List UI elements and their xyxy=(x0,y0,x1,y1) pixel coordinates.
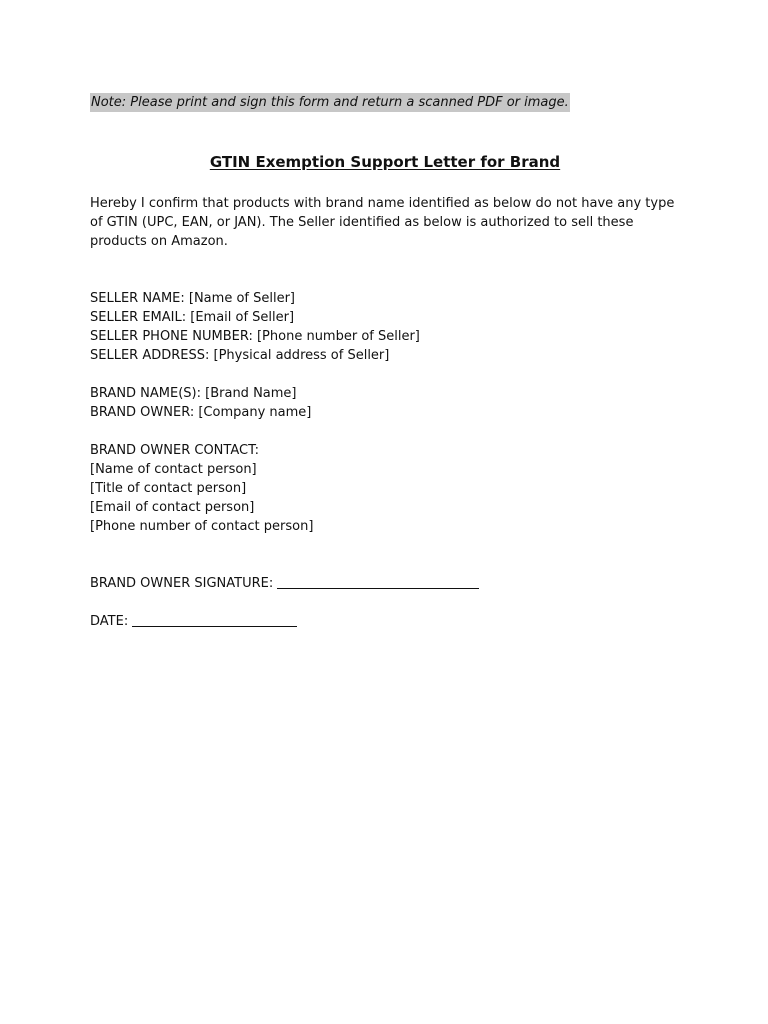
date-line xyxy=(90,612,680,631)
contact-name-line: [Name of contact person] xyxy=(90,462,257,477)
signature-section xyxy=(90,574,680,593)
seller-email-line: SELLER EMAIL: [Email of Seller] xyxy=(90,310,295,325)
date-blank xyxy=(132,612,297,627)
note-line xyxy=(90,93,680,112)
date-section xyxy=(90,612,680,631)
brand-names-line: BRAND NAME(S): [Brand Name] xyxy=(90,386,297,401)
signature-label: BRAND OWNER SIGNATURE: xyxy=(90,576,274,591)
contact-email-line: [Email of contact person] xyxy=(90,500,255,515)
confirmation-paragraph: Hereby I confirm that products with brand name identified as below do not have any type of GTIN (UPC, EAN, or JAN). The Seller identified as below is authorized to sell these products on Amazon. xyxy=(90,196,675,249)
print-sign-note: Note: Please print and sign this form and return a scanned PDF or image. xyxy=(91,95,569,110)
brand-information xyxy=(90,384,680,422)
seller-information xyxy=(90,289,680,365)
contact-phone-line: [Phone number of contact person] xyxy=(90,519,314,534)
contact-title-line: [Title of contact person] xyxy=(90,481,247,496)
document-title: GTIN Exemption Support Letter for Brand xyxy=(209,153,561,171)
document-body xyxy=(90,93,680,631)
seller-address-line: SELLER ADDRESS: [Physical address of Seller] xyxy=(90,348,390,363)
brand-owner-contact xyxy=(90,441,680,536)
seller-name-line: SELLER NAME: [Name of Seller] xyxy=(90,291,295,306)
signature-blank xyxy=(277,574,479,589)
seller-phone-line: SELLER PHONE NUMBER: [Phone number of Seller] xyxy=(90,329,420,344)
signature-line xyxy=(90,574,680,593)
brand-owner-line: BRAND OWNER: [Company name] xyxy=(90,405,312,420)
date-label: DATE: xyxy=(90,614,129,629)
contact-heading: BRAND OWNER CONTACT: xyxy=(90,443,259,458)
